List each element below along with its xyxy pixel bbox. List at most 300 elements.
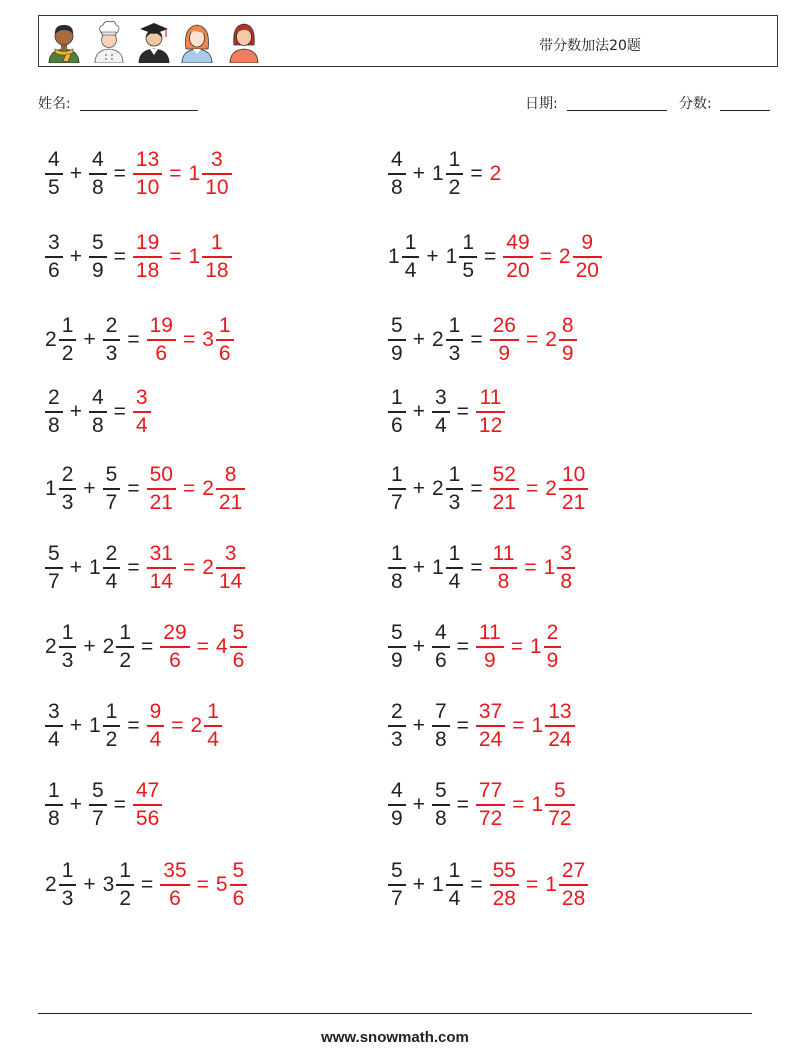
fraction — [402, 231, 420, 283]
denominator: 8 — [48, 413, 60, 437]
fraction-bar — [103, 567, 121, 569]
answer-fraction — [133, 231, 162, 283]
fraction-bar — [202, 256, 231, 258]
fraction-bar — [45, 725, 63, 727]
fraction — [557, 542, 575, 594]
numerator: 55 — [492, 859, 516, 883]
denominator: 72 — [548, 806, 572, 830]
answer-fraction — [476, 700, 505, 752]
denominator: 4 — [105, 569, 118, 593]
whole-number-part: 1 — [545, 873, 557, 896]
second-addend — [432, 859, 463, 911]
numerator: 1 — [448, 314, 461, 338]
fraction-bar — [490, 339, 519, 341]
fraction — [503, 231, 532, 283]
answer-fraction — [476, 621, 504, 673]
denominator: 6 — [391, 413, 403, 437]
denominator: 28 — [492, 886, 516, 910]
numerator: 1 — [61, 859, 74, 883]
fraction — [446, 859, 464, 911]
numerator: 1 — [448, 859, 461, 883]
fraction-bar — [147, 488, 176, 490]
second-addend — [432, 779, 450, 831]
second-addend — [432, 463, 463, 515]
fraction-bar — [559, 884, 588, 886]
fraction — [133, 386, 151, 438]
numerator: 1 — [448, 542, 461, 566]
student-scarf-icon — [46, 19, 82, 63]
numerator: 37 — [478, 700, 503, 724]
numerator: 77 — [478, 779, 503, 803]
fraction — [388, 542, 406, 594]
fraction — [147, 700, 165, 752]
numerator: 50 — [149, 463, 173, 487]
answer-fraction — [160, 621, 189, 673]
numerator: 1 — [218, 314, 231, 338]
problem-row — [388, 230, 602, 284]
whole-number-part: 2 — [431, 477, 444, 500]
equals-sign: = — [196, 873, 209, 896]
denominator: 4 — [448, 886, 461, 910]
fraction-bar — [216, 567, 245, 569]
numerator: 1 — [211, 231, 223, 255]
plus-sign: + — [412, 873, 425, 896]
denominator: 4 — [404, 258, 417, 282]
second-addend — [89, 779, 107, 831]
equals-sign: = — [456, 635, 469, 658]
fraction-bar — [388, 804, 406, 806]
denominator: 6 — [155, 341, 168, 365]
denominator: 24 — [548, 727, 572, 751]
whole-number-part: 1 — [431, 873, 444, 896]
woman-orange-hair-icon — [179, 19, 215, 63]
plus-sign: + — [69, 714, 82, 737]
whole-number-part: 2 — [45, 635, 57, 658]
numerator: 4 — [391, 148, 403, 172]
denominator: 6 — [169, 648, 181, 672]
numerator: 1 — [119, 859, 132, 883]
denominator: 4 — [448, 569, 461, 593]
date-label: 日期: — [525, 96, 558, 112]
denominator: 12 — [478, 413, 503, 437]
plus-sign: + — [69, 400, 82, 423]
denominator: 2 — [61, 341, 74, 365]
plus-sign: + — [83, 328, 96, 351]
denominator: 4 — [149, 727, 162, 751]
fraction — [230, 859, 248, 911]
equals-sign: = — [470, 873, 483, 896]
answer-mixed-number — [202, 463, 245, 515]
first-addend — [45, 386, 63, 438]
denominator: 9 — [498, 341, 511, 365]
fraction — [490, 859, 519, 911]
equals-sign: = — [127, 556, 140, 579]
fraction — [202, 231, 231, 283]
whole-number-part: 2 — [202, 556, 214, 579]
denominator: 8 — [434, 727, 447, 751]
whole-number-part: 1 — [188, 162, 201, 185]
plus-sign: + — [412, 635, 425, 658]
numerator: 11 — [479, 386, 502, 410]
numerator: 3 — [560, 542, 573, 566]
fraction — [459, 231, 477, 283]
numerator: 11 — [478, 621, 501, 645]
answer-mixed-number — [544, 542, 575, 594]
whole-number-part: 5 — [215, 873, 228, 896]
problem-row — [45, 699, 222, 753]
denominator: 9 — [546, 648, 559, 672]
fraction — [133, 148, 162, 200]
denominator: 6 — [218, 341, 231, 365]
fraction — [230, 621, 248, 673]
equals-sign: = — [127, 477, 140, 500]
fraction-bar — [545, 725, 574, 727]
problem-row — [45, 147, 232, 201]
fraction — [59, 463, 77, 515]
whole-number-part: 4 — [215, 635, 228, 658]
fraction-bar — [59, 339, 77, 341]
fraction-bar — [89, 256, 107, 258]
denominator: 8 — [91, 175, 104, 199]
numerator: 3 — [135, 386, 148, 410]
numerator: 5 — [391, 859, 403, 883]
numerator: 5 — [91, 779, 104, 803]
fraction-bar — [59, 884, 77, 886]
fraction — [133, 231, 162, 283]
fraction — [147, 314, 176, 366]
fraction-bar — [559, 339, 577, 341]
chef-icon — [91, 19, 127, 63]
fraction-bar — [89, 411, 107, 413]
score-label: 分数: — [679, 96, 712, 112]
fraction-bar — [160, 884, 189, 886]
equals-sign: = — [456, 714, 469, 737]
fraction — [45, 231, 63, 283]
fraction-bar — [503, 256, 532, 258]
whole-number-part: 1 — [45, 477, 57, 500]
denominator: 9 — [91, 258, 104, 282]
whole-number-part: 1 — [88, 556, 101, 579]
first-addend — [388, 700, 406, 752]
answer-mixed-number — [545, 463, 588, 515]
numerator: 4 — [48, 148, 60, 172]
denominator: 9 — [391, 648, 403, 672]
fraction — [45, 779, 63, 831]
fraction-bar — [459, 256, 477, 258]
problem-row — [45, 541, 245, 595]
plus-sign: + — [426, 245, 439, 268]
denominator: 2 — [105, 727, 118, 751]
problem-row — [45, 462, 245, 516]
fraction-bar — [133, 173, 162, 175]
fraction — [45, 148, 63, 200]
fraction — [216, 463, 245, 515]
fraction — [216, 314, 234, 366]
equals-sign: = — [512, 793, 525, 816]
fraction — [573, 231, 602, 283]
numerator: 2 — [391, 700, 403, 724]
numerator: 49 — [506, 231, 530, 255]
denominator: 6 — [48, 258, 60, 282]
numerator: 2 — [105, 314, 118, 338]
fraction — [559, 314, 577, 366]
equals-sign: = — [182, 328, 196, 351]
equals-sign: = — [525, 477, 539, 500]
fraction-bar — [557, 567, 575, 569]
denominator: 6 — [434, 648, 447, 672]
numerator: 7 — [434, 700, 447, 724]
denominator: 7 — [91, 806, 104, 830]
fraction — [388, 859, 406, 911]
numerator: 5 — [232, 859, 245, 883]
fraction-bar — [45, 256, 63, 258]
fraction — [45, 542, 63, 594]
denominator: 4 — [48, 727, 60, 751]
denominator: 8 — [497, 569, 510, 593]
answer-mixed-number — [189, 231, 232, 283]
denominator: 20 — [506, 258, 530, 282]
problem-row — [388, 858, 588, 912]
second-addend — [103, 314, 121, 366]
fraction-bar — [59, 646, 77, 648]
problem-row — [388, 462, 588, 516]
denominator: 28 — [561, 886, 586, 910]
fraction — [116, 859, 134, 911]
fraction — [160, 859, 189, 911]
problem-row — [45, 385, 151, 439]
fraction — [432, 621, 450, 673]
denominator: 7 — [105, 490, 118, 514]
whole-number-part: 1 — [531, 793, 544, 816]
numerator: 3 — [434, 386, 447, 410]
fraction-bar — [216, 488, 245, 490]
equals-sign: = — [470, 556, 483, 579]
equals-sign: = — [127, 714, 140, 737]
denominator: 7 — [391, 490, 403, 514]
numerator: 3 — [211, 148, 223, 172]
fraction-bar — [133, 804, 162, 806]
equals-sign: = — [141, 635, 154, 658]
second-addend — [103, 859, 134, 911]
numerator: 2 — [105, 542, 118, 566]
answer-fraction — [133, 386, 151, 438]
numerator: 1 — [391, 463, 403, 487]
answer-fraction — [160, 859, 189, 911]
fraction-bar — [559, 488, 588, 490]
numerator: 19 — [149, 314, 173, 338]
first-addend — [388, 621, 406, 673]
plus-sign: + — [412, 793, 425, 816]
whole-number-part: 2 — [431, 328, 444, 351]
answer-fraction — [490, 542, 518, 594]
equals-sign: = — [113, 245, 126, 268]
denominator: 7 — [48, 569, 60, 593]
whole-number-part: 1 — [445, 245, 458, 268]
equals-sign: = — [512, 714, 525, 737]
whole-number-part: 2 — [45, 873, 57, 896]
equals-sign: = — [113, 162, 126, 185]
fraction-bar — [103, 725, 121, 727]
denominator: 6 — [169, 886, 181, 910]
fraction-bar — [116, 646, 134, 648]
whole-number-part: 2 — [545, 477, 557, 500]
fraction — [476, 779, 505, 831]
fraction-bar — [103, 339, 121, 341]
denominator: 3 — [61, 648, 74, 672]
equals-sign: = — [539, 245, 552, 268]
fraction — [388, 463, 406, 515]
denominator: 8 — [91, 413, 104, 437]
first-addend — [388, 386, 406, 438]
fraction — [388, 700, 406, 752]
fraction — [59, 314, 77, 366]
plus-sign: + — [412, 714, 425, 737]
score-blank-line — [720, 110, 770, 111]
equals-sign: = — [169, 245, 182, 268]
fraction — [476, 700, 505, 752]
numerator: 11 — [492, 542, 515, 566]
fraction-bar — [490, 567, 518, 569]
fraction — [45, 386, 63, 438]
fraction — [89, 231, 107, 283]
problem-row — [45, 858, 247, 912]
numerator: 13 — [135, 148, 160, 172]
denominator: 4 — [135, 413, 148, 437]
fraction-bar — [388, 567, 406, 569]
worksheet-header — [38, 15, 778, 67]
fraction — [103, 463, 121, 515]
equals-sign: = — [525, 328, 539, 351]
equals-sign: = — [171, 714, 184, 737]
equals-sign: = — [525, 873, 539, 896]
answer-fraction — [133, 779, 162, 831]
first-addend — [45, 463, 76, 515]
fraction-bar — [476, 804, 505, 806]
numerator: 2 — [61, 463, 74, 487]
denominator: 24 — [478, 727, 503, 751]
fraction — [103, 314, 121, 366]
plus-sign: + — [83, 873, 96, 896]
denominator: 14 — [218, 569, 243, 593]
numerator: 3 — [48, 700, 60, 724]
answer-mixed-number — [202, 314, 233, 366]
fraction — [446, 314, 464, 366]
equals-sign: = — [456, 793, 469, 816]
fraction-bar — [103, 488, 121, 490]
answer-fraction — [147, 463, 176, 515]
numerator: 1 — [48, 779, 60, 803]
denominator: 5 — [48, 175, 60, 199]
numerator: 19 — [135, 231, 160, 255]
fraction-bar — [202, 173, 231, 175]
plus-sign: + — [83, 635, 96, 658]
numerator: 3 — [224, 542, 237, 566]
equals-sign: = — [182, 556, 196, 579]
graduate-icon — [136, 19, 172, 63]
numerator: 4 — [434, 621, 447, 645]
numerator: 10 — [561, 463, 586, 487]
first-addend — [388, 779, 406, 831]
fraction-bar — [204, 725, 222, 727]
second-addend — [89, 231, 107, 283]
answer-fraction — [147, 700, 165, 752]
numerator: 5 — [391, 621, 403, 645]
fraction — [59, 621, 77, 673]
fraction-bar — [45, 567, 63, 569]
numerator: 5 — [105, 463, 118, 487]
fraction-bar — [388, 725, 406, 727]
fraction-bar — [89, 173, 107, 175]
answer-fraction — [490, 463, 519, 515]
numerator: 1 — [61, 314, 74, 338]
first-addend — [45, 779, 63, 831]
name-blank-line — [80, 110, 198, 111]
fraction-bar — [432, 646, 450, 648]
equals-sign: = — [141, 873, 154, 896]
plus-sign: + — [412, 400, 425, 423]
fraction — [89, 386, 107, 438]
fraction-bar — [573, 256, 602, 258]
fraction — [476, 621, 504, 673]
equals-sign: = — [127, 328, 140, 351]
whole-number-part: 2 — [45, 328, 57, 351]
denominator: 2 — [119, 886, 132, 910]
fraction — [388, 148, 406, 200]
plus-sign: + — [412, 477, 425, 500]
equals-sign: = — [510, 635, 523, 658]
first-addend — [388, 859, 406, 911]
answer-fraction — [476, 386, 505, 438]
whole-number-part: 3 — [102, 873, 115, 896]
numerator: 35 — [163, 859, 187, 883]
fraction-bar — [490, 884, 519, 886]
fraction-bar — [490, 488, 519, 490]
numerator: 5 — [48, 542, 60, 566]
fraction-bar — [388, 646, 406, 648]
fraction-bar — [147, 567, 176, 569]
whole-number-part: 2 — [202, 477, 214, 500]
denominator: 3 — [391, 727, 403, 751]
plus-sign: + — [69, 793, 82, 816]
whole-number-part: 2 — [489, 162, 502, 185]
name-label: 姓名: — [38, 96, 71, 112]
whole-number-part: 1 — [431, 556, 444, 579]
worksheet-title: 带分数加法20题 — [539, 38, 641, 54]
answer-mixed-number — [559, 231, 602, 283]
whole-number-part: 1 — [529, 635, 542, 658]
equals-sign: = — [196, 635, 209, 658]
fraction-bar — [89, 804, 107, 806]
numerator: 8 — [561, 314, 574, 338]
fraction-bar — [476, 725, 505, 727]
second-addend — [89, 700, 120, 752]
numerator: 5 — [434, 779, 447, 803]
numerator: 29 — [163, 621, 187, 645]
denominator: 10 — [205, 175, 229, 199]
denominator: 7 — [391, 886, 403, 910]
numerator: 1 — [462, 231, 475, 255]
fraction — [160, 621, 189, 673]
fraction — [446, 148, 464, 200]
problem-row — [388, 620, 561, 674]
first-addend — [45, 700, 63, 752]
plus-sign: + — [412, 328, 425, 351]
fraction — [116, 621, 134, 673]
second-addend — [89, 386, 107, 438]
numerator: 27 — [561, 859, 586, 883]
fraction-bar — [230, 884, 248, 886]
denominator: 9 — [391, 341, 403, 365]
